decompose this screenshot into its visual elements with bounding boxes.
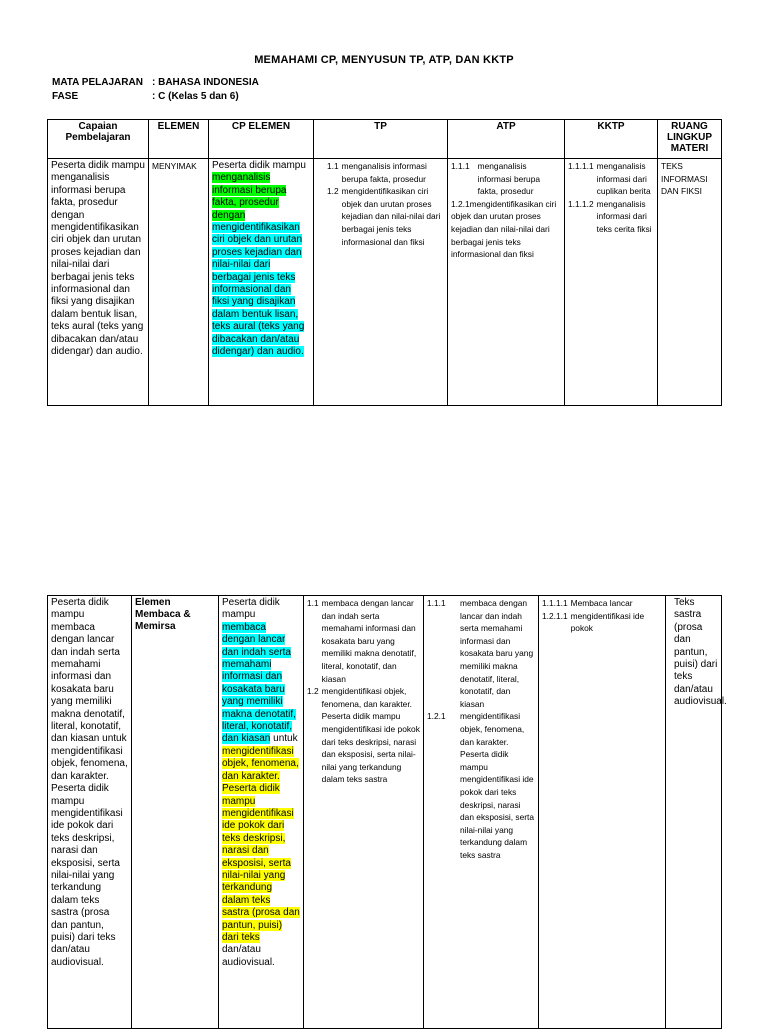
kktp-item xyxy=(542,597,662,610)
atp-number: 1.1.1 xyxy=(451,161,470,171)
cp-elemen-text: Peserta didik mampu xyxy=(222,597,280,621)
cp-elemen-cell xyxy=(209,159,314,406)
header-ruang-lingkup: RUANG LINGKUP MATERI xyxy=(658,120,722,159)
subject-value: : BAHASA INDONESIA xyxy=(152,77,259,88)
cp-elemen-text: dan/atau audiovisual. xyxy=(222,944,275,968)
atp-number: 1.1.1 xyxy=(427,598,446,608)
cp-cell: Peserta didik mampu menganalisis informasi berupa fakta, prosedur dengan mengidentifikasikan ciri objek dan urutan proses kejadian dan nilai-nilai dari berbagai jenis teks informasional dan fiksi yang disajikan dalam bentuk lisan, teks aural (teks yang dibacakan dan/atau didengar) dan audio. xyxy=(48,159,149,406)
kktp-text: menganalisis informasi dari cuplikan berita xyxy=(596,161,651,197)
header-elemen: ELEMEN xyxy=(149,120,209,159)
header-tp: TP xyxy=(314,120,448,159)
phase-row xyxy=(52,91,239,102)
kktp-text: Membaca lancar xyxy=(570,598,633,608)
highlight-cyan: membaca dengan lancar dan indah serta memahami informasi dan kosakata baru yang memiliki makna denotatif, literal, konotatif, dan kiasan xyxy=(222,621,296,745)
tp-text: membaca dengan lancar dan indah serta memahami informasi dan kosakata baru yang memiliki makna denotatif, literal, konotatif, dan kiasan xyxy=(321,598,417,684)
header-cp-elemen: CP ELEMEN xyxy=(209,120,314,159)
atp-text: membaca dengan lancar dan indah serta memahami informasi dan kosakata baru yang memiliki makna denotatif, literal, konotatif, dan kiasan xyxy=(460,598,534,709)
kktp-text: mengidentifikasi ide pokok xyxy=(570,610,645,634)
atp-cell xyxy=(448,159,565,406)
kktp-item xyxy=(568,160,654,198)
tp-item xyxy=(307,597,420,685)
tp-number: 1.1 xyxy=(307,598,319,608)
atp-item xyxy=(427,710,535,861)
subject-row xyxy=(52,77,259,88)
subject-label: MATA PELAJARAN xyxy=(52,77,143,88)
atp-item xyxy=(451,160,561,198)
tp-item xyxy=(327,160,444,185)
table-row xyxy=(48,596,722,1029)
cp-table-menyimak xyxy=(47,119,722,406)
phase-label: FASE xyxy=(52,91,79,102)
atp-item xyxy=(427,597,535,710)
tp-item xyxy=(307,685,420,786)
kktp-item xyxy=(568,198,654,236)
kktp-cell xyxy=(539,596,666,1029)
ruang-lingkup-cell: TEKS INFORMASI DAN FIKSI xyxy=(658,159,722,406)
kktp-text: menganalisis informasi dari teks cerita fiksi xyxy=(596,198,652,234)
atp-cell xyxy=(424,596,539,1029)
cp-cell: Peserta didik mampu membaca dengan lancar dan indah serta memahami informasi dan kosakata baru yang memiliki makna denotatif, literal, konotatif, dan kiasan untuk mengidentifikasi objek, fenomena, dan karakter. Peserta didik mampu mengidentifikasi ide pokok dari teks deskripsi, narasi dan eksposisi, serta nilai-nilai yang terkandung dalam teks sastra (prosa dan pantun, puisi) dari teks dan/atau audiovisual. xyxy=(48,596,132,1029)
elemen-cell: MENYIMAK xyxy=(149,159,209,406)
atp-text: mengidentifikasi objek, fenomena, dan karakter. Peserta didik mampu mengidentifikasi ide pokok dari teks deskripsi, narasi dan eksposisi, serta nilai-nilai yang terkandung dalam teks sastra xyxy=(460,711,535,860)
ruang-lingkup-cell: Teks sastra (prosa dan pantun, puisi) dari teks dan/atau audiovisual. xyxy=(666,596,722,1029)
tp-cell xyxy=(304,596,424,1029)
tp-item xyxy=(327,185,444,248)
table-row xyxy=(48,159,722,406)
cp-elemen-text: untuk xyxy=(270,733,298,745)
highlight-cyan: mengidentifikasikan ciri objek dan urutan proses kejadian dan nilai-nilai dari berbagai jenis teks informasional dan fiksi yang disajikan dalam bentuk lisan, teks aural (teks yang dibacakan dan/atau didengar) dan audio. xyxy=(212,222,305,358)
atp-number: 1.2.1 xyxy=(427,711,446,722)
highlight-yellow: mengidentifikasi objek, fenomena, dan karakter. Peserta didik mampu mengidentifikasi ide pokok dari teks deskripsi, narasi dan eksposisi, serta nilai-nilai yang terkandung dalam teks sastra (prosa dan pantun, puisi) dari teks xyxy=(222,745,300,943)
tp-number: 1.2 xyxy=(307,686,319,697)
highlight-green: menganalisis informasi berupa fakta, prosedur dengan xyxy=(212,172,287,221)
tp-text: mengidentifikasikan ciri objek dan urutan proses kejadian dan nilai-nilai dari berbagai jenis teks informasional dan fiksi xyxy=(341,186,441,247)
kktp-number: 1.1.1.1 xyxy=(568,161,594,171)
tp-number: 1.2 xyxy=(327,186,339,197)
phase-value: : C (Kelas 5 dan 6) xyxy=(152,91,239,102)
kktp-number: 1.1.1.1 xyxy=(542,598,568,608)
tp-text: mengidentifikasi objek, fenomena, dan karakter. Peserta didik mampu mengidentifikasi ide pokok dari teks deskripsi, narasi dan eksposisi, serta nilai-nilai yang terkandung dalam teks sastra xyxy=(321,686,420,785)
header-cp: Capaian Pembelajaran xyxy=(48,120,149,159)
kktp-item xyxy=(542,610,662,635)
document-title: MEMAHAMI CP, MENYUSUN TP, ATP, DAN KKTP xyxy=(254,54,514,66)
atp-text: menganalisis informasi berupa fakta, prosedur xyxy=(477,161,541,197)
header-atp: ATP xyxy=(448,120,565,159)
cp-elemen-cell xyxy=(219,596,304,1029)
cp-elemen-text: Peserta didik mampu xyxy=(212,160,306,171)
table-header-row xyxy=(48,120,722,159)
kktp-cell xyxy=(565,159,658,406)
tp-number: 1.1 xyxy=(327,161,339,171)
cp-table-membaca xyxy=(47,595,727,1029)
kktp-number: 1.2.1.1 xyxy=(542,610,568,621)
kktp-number: 1.1.1.2 xyxy=(568,198,594,209)
atp-item: 1.2.1mengidentifikasikan ciri objek dan urutan proses kejadian dan nilai-nilai dari berbagai jenis teks informasional dan fiksi xyxy=(451,198,557,260)
elemen-cell: Elemen Membaca & Memirsa xyxy=(132,596,219,1029)
tp-cell xyxy=(314,159,448,406)
header-kktp: KKTP xyxy=(565,120,658,159)
tp-text: menganalisis informasi berupa fakta, prosedur xyxy=(341,161,427,184)
